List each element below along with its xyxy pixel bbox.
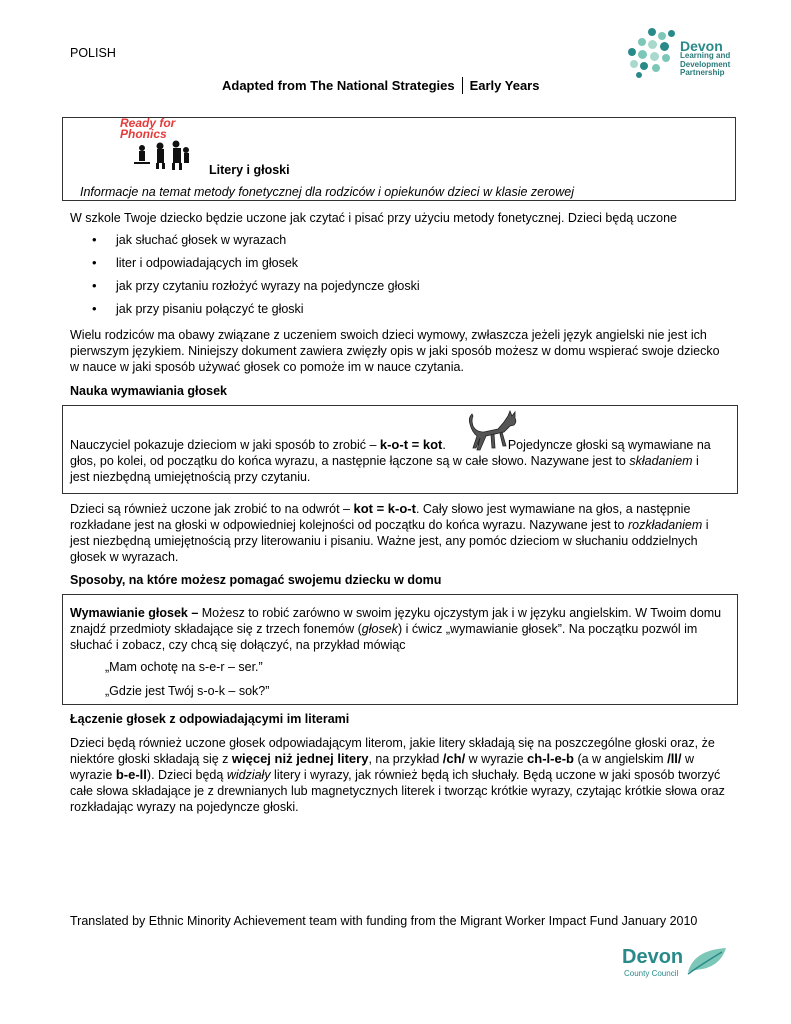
list-item: • jak słuchać głosek w wyrazach <box>92 233 420 256</box>
segmenting-paragraph: Dzieci są również uczone jak zrobić to na odwrót – kot = k-o-t. Cały słowo jest wymawiane na głos, a następnie rozkładane jest na głoski w odpowiedniej kolejności od początku do końca wyrazu. Nazywane jest to rozkładaniem i jest niezbędną umiejętnością przy literowaniu i pisaniu. Ważne jest, any pomóc dzieciom w słuchaniu oddzielnych głosek w wyrazach. <box>70 501 709 564</box>
heading-help-at-home: Sposoby, na które możesz pomagać swojemu dziecku w domu <box>70 573 442 587</box>
quote-1: „Mam ochotę na s-e-r – ser.” <box>105 660 263 674</box>
quote-2: „Gdzie jest Twój s-o-k – sok?” <box>105 684 270 698</box>
heading-letters: Łączenie głosek z odpowiadającymi im literami <box>70 712 350 726</box>
page-title: Adapted from The National Strategies Early Years <box>222 78 540 93</box>
devon-ldp-logo <box>624 28 754 80</box>
logo-subtitle: Learning and Development Partnership <box>680 51 731 77</box>
language-label: POLISH <box>70 46 116 60</box>
help-box-text: Wymawianie głosek – Możesz to robić zarówno w swoim języku ojczystym jak i w języku angielskim. W Twoim domu znajdź przedmioty składające się z trzech fonemów (głosek) i ćwicz „wymawianie głosek”. Na początku pozwól im słuchać i zobacz, czy chcą się dołączyć, na przykład mówiąc <box>70 606 722 652</box>
footer-text: Translated by Ethnic Minority Achievement team with funding from the Migrant Worker Impact Fund January 2010 <box>70 914 698 928</box>
list-item: • jak przy pisaniu połączyć te głoski <box>92 302 420 325</box>
bullet-list <box>92 233 420 325</box>
heading-sounds: Nauka wymawiania głosek <box>70 384 228 398</box>
devon-county-council-logo: Devon County Council <box>622 944 732 984</box>
list-item: • jak przy czytaniu rozłożyć wyrazy na pojedyncze głoski <box>92 279 420 302</box>
leaf-icon <box>684 944 734 980</box>
list-item: • liter i odpowiadających im głosek <box>92 256 420 279</box>
letters-paragraph: Dzieci będą również uczone głosek odpowiadającym literom, jakie litery składają się na poszczególne głoski oraz, że niektóre głoski składają się z więcej niż jednej litery, na przykład /ch/ w wyrazie ch-l-e-b (a w angielskim /ll/ w wyrazie b-e-ll). Dzieci będą widziały litery i wyrazy, jak również będą ich słuchały. Będą uczone w jaki sposób tworzyć całe słowa składające je z drewnianych lub magnetycznych literek i tworząc krótkie wyrazy, czytając krótkie słowa oraz rozkładając wyrazy na pojedyncze głoski. <box>70 736 725 814</box>
ready-for-phonics-logo: Ready for Phonics <box>118 118 198 174</box>
lead-paragraph: W szkole Twoje dziecko będzie uczone jak czytać i pisać przy użyciu metody fonetycznej. Dzieci będą uczone <box>70 211 678 225</box>
logo-name: Devon <box>680 38 723 54</box>
parents-paragraph: Wielu rodziców ma obawy związane z uczeniem swoich dzieci wymowy, zwłaszcza jeżeli język angielski nie jest ich pierwszym językiem. Niniejszy dokument zawiera zwięzły opis w jaki sposób możesz w domu wspierać swoje dziecko w nauce w jaki sposób używać głosek co pomoże im w nauce czytania. <box>70 328 720 374</box>
blending-box-text: Nauczyciel pokazuje dzieciom w jaki sposób to zrobić – k-o-t = kot. Pojedyncze głoski są wymawiane na głos, po kolei, od początku do końca wyrazu, a następnie łączone są w całe słowo. Nazywane jest to składaniem i jest niezbędną umiejętnością przy czytaniu. <box>70 437 711 484</box>
subtitle: Litery i głoski <box>209 163 290 177</box>
info-line: Informacje na temat metody fonetycznej dla rodziców i opiekunów dzieci w klasie zerowej <box>80 185 574 199</box>
